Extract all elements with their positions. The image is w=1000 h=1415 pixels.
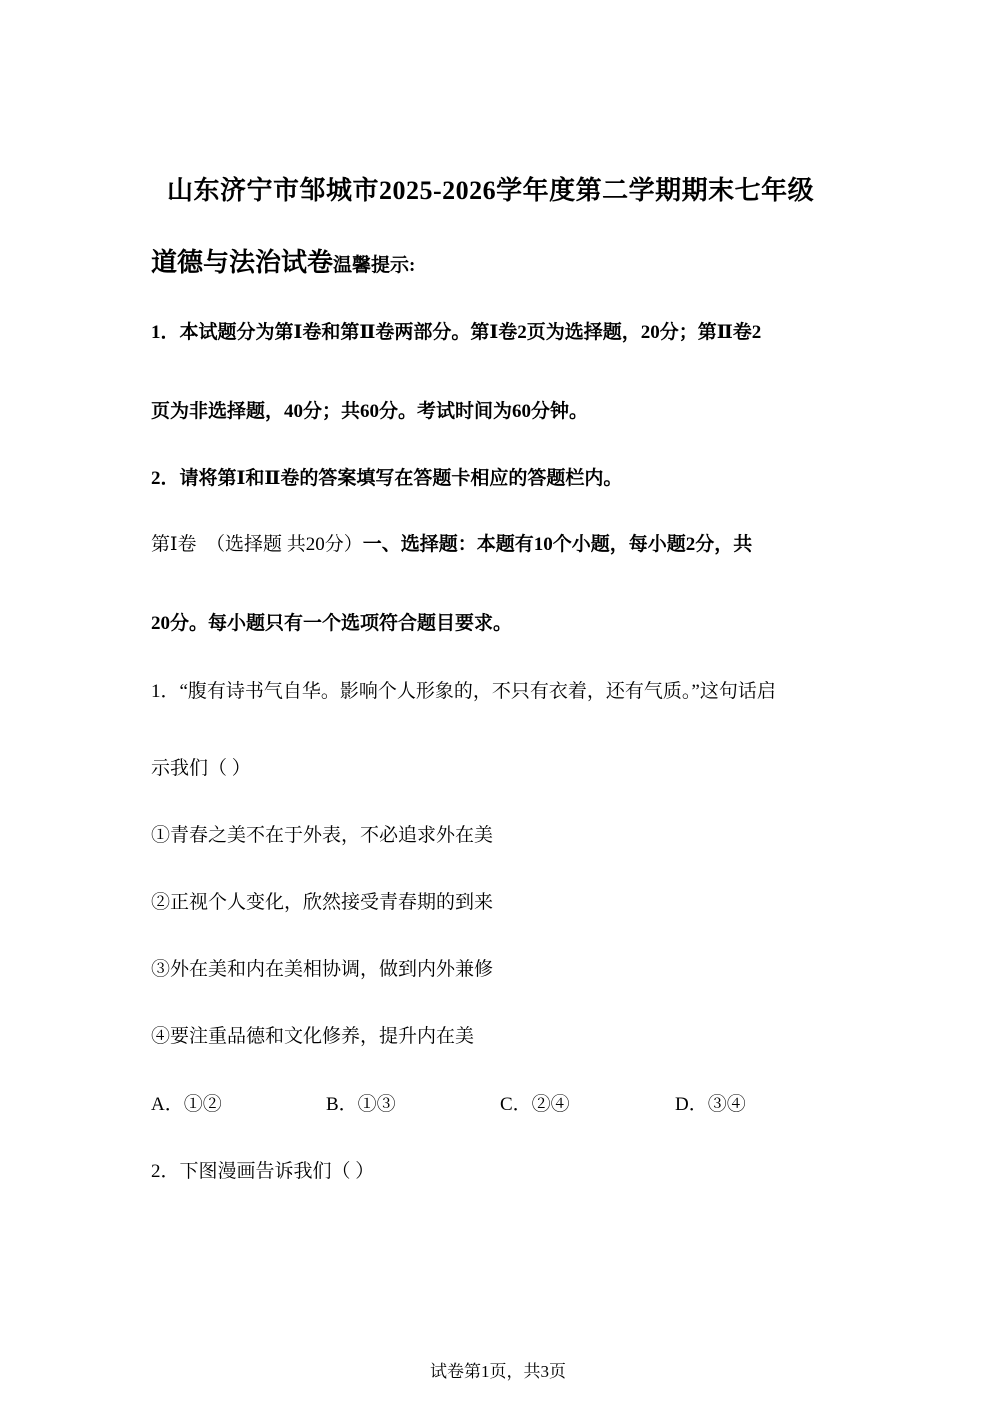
q1-option-b: B．①③ — [326, 1094, 396, 1115]
note-1-line1: 1．本试题分为第Ⅰ卷和第Ⅱ卷两部分。第Ⅰ卷2页为选择题，20分；第Ⅱ卷2 — [151, 322, 762, 343]
q1-stem-line1: 1．“腹有诗书气自华。影响个人形象的，不只有衣着，还有气质。”这句话启 — [151, 681, 776, 702]
q1-statement-4: ④要注重品德和文化修养，提升内在美 — [151, 1026, 475, 1047]
note-2: 2．请将第Ⅰ和Ⅱ卷的答案填写在答题卡相应的答题栏内。 — [151, 468, 623, 489]
section1-heading — [151, 529, 752, 556]
note-1-line2: 页为非选择题，40分；共60分。考试时间为60分钟。 — [151, 401, 589, 422]
page-footer: 试卷第1页，共3页 — [430, 1362, 566, 1381]
section1-label: 第Ⅰ卷 （选择题 共20分） — [151, 534, 363, 555]
page-title-line2 — [151, 242, 415, 279]
q1-option-d: D．③④ — [675, 1094, 746, 1115]
q1-statement-1: ①青春之美不在于外表，不必追求外在美 — [151, 825, 494, 846]
q1-statement-2: ②正视个人变化，欣然接受青春期的到来 — [151, 892, 494, 913]
q1-option-c: C．②④ — [500, 1094, 570, 1115]
tip-heading: 温馨提示: — [333, 255, 416, 276]
section1-instruction-line1: 一、选择题：本题有10个小题，每小题2分，共 — [362, 534, 753, 555]
page-title-subject: 道德与法治试卷 — [151, 248, 334, 277]
q2-stem: 2．下图漫画告诉我们（ ） — [151, 1161, 375, 1182]
section1-instruction-line2: 20分。每小题只有一个选项符合题目要求。 — [151, 613, 513, 634]
page-title-line1: 山东济宁市邹城市2025-2026学年度第二学期期末七年级 — [167, 176, 815, 205]
q1-option-a: A．①② — [151, 1094, 222, 1115]
q1-stem-line2: 示我们（ ） — [151, 758, 251, 779]
q1-statement-3: ③外在美和内在美相协调，做到内外兼修 — [151, 959, 494, 980]
